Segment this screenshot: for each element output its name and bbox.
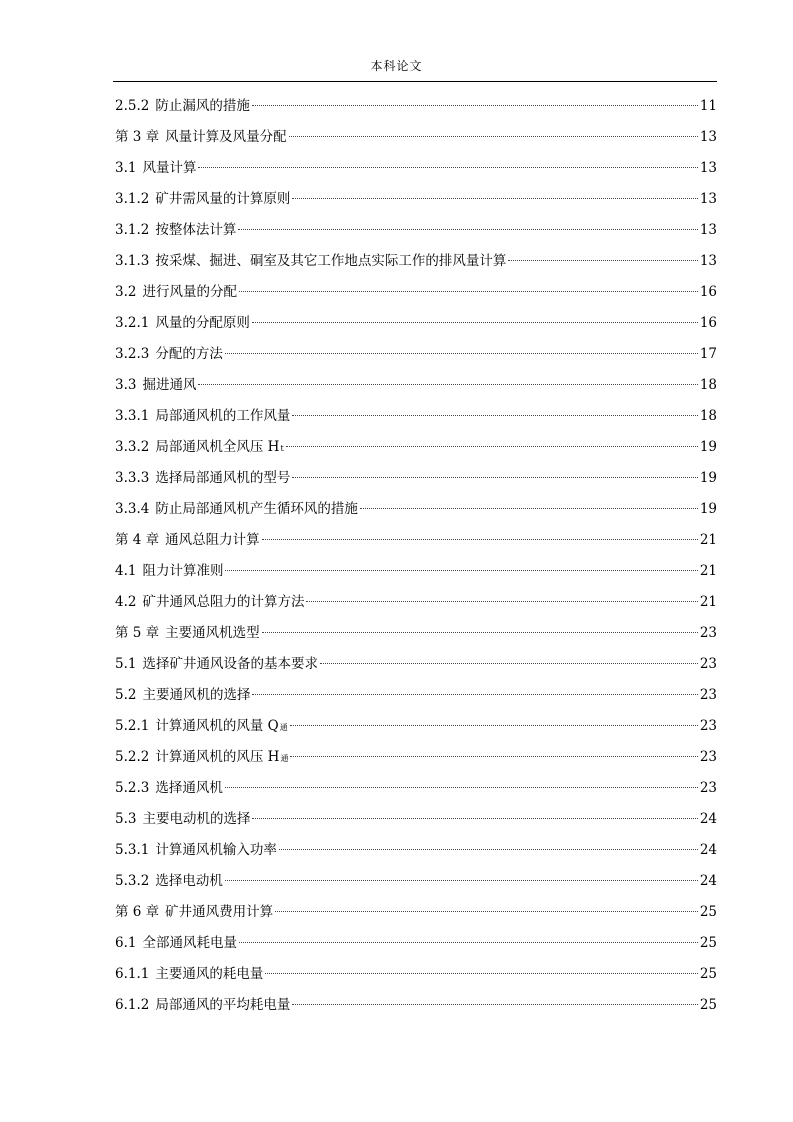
toc-entry-title: 主要通风机的选择 — [142, 687, 251, 703]
toc-dot-leader — [198, 384, 697, 385]
toc-entry-title: 矿井需风量的计算原则 — [155, 191, 291, 207]
toc-dot-leader — [320, 663, 698, 664]
toc-entry-number: 3.2.3 — [115, 346, 150, 362]
table-of-contents — [115, 93, 717, 1023]
toc-entry-page-number: 17 — [699, 346, 717, 362]
toc-entry-page-number: 13 — [699, 222, 717, 238]
toc-entry-page-number: 23 — [699, 656, 717, 672]
toc-dot-leader — [360, 508, 698, 509]
toc-entry[interactable] — [115, 837, 717, 868]
toc-entry-title: 按整体法计算 — [155, 222, 237, 238]
toc-entry[interactable] — [115, 961, 717, 992]
toc-entry-number: 5.3 — [115, 811, 137, 827]
toc-entry-title: 计算通风机的风量 Q — [155, 718, 279, 734]
toc-entry-title: 选择通风机 — [155, 780, 223, 796]
toc-entry-number: 5.2.2 — [115, 749, 150, 765]
toc-dot-leader — [292, 477, 697, 478]
toc-entry-page-number: 24 — [699, 842, 717, 858]
toc-dot-leader — [289, 136, 698, 137]
toc-entry-number: 5.2.3 — [115, 780, 150, 796]
toc-dot-leader — [508, 260, 697, 261]
toc-dot-leader — [290, 756, 697, 757]
toc-entry-title: 风量的分配原则 — [155, 315, 250, 331]
toc-dot-leader — [252, 322, 698, 323]
toc-entry-page-number: 21 — [699, 532, 717, 548]
toc-dot-leader — [265, 973, 697, 974]
toc-entry-title: 全部通风耗电量 — [142, 935, 237, 951]
toc-entry-page-number: 18 — [699, 377, 717, 393]
toc-entry-number: 5.3.2 — [115, 873, 150, 889]
toc-entry[interactable] — [115, 713, 717, 744]
toc-entry-number: 4.2 — [115, 594, 137, 610]
toc-entry[interactable] — [115, 992, 717, 1023]
toc-entry-page-number: 24 — [699, 873, 717, 889]
toc-entry-page-number: 13 — [699, 160, 717, 176]
toc-entry-number: 5.2 — [115, 687, 137, 703]
toc-entry-title: 计算通风机输入功率 — [155, 842, 277, 858]
toc-entry-title: 风量计算及风量分配 — [165, 129, 287, 145]
toc-entry[interactable] — [115, 248, 717, 279]
toc-entry[interactable] — [115, 651, 717, 682]
toc-entry[interactable] — [115, 124, 717, 155]
toc-entry-title: 选择局部通风机的型号 — [155, 470, 291, 486]
toc-entry-page-number: 23 — [699, 687, 717, 703]
toc-entry[interactable] — [115, 403, 717, 434]
toc-entry-number: 2.5.2 — [115, 98, 150, 114]
toc-entry-page-number: 19 — [699, 470, 717, 486]
toc-entry-title: 局部通风的平均耗电量 — [155, 997, 291, 1013]
toc-entry-number: 3.3 — [115, 377, 137, 393]
toc-entry[interactable] — [115, 868, 717, 899]
toc-dot-leader — [306, 601, 697, 602]
toc-entry-page-number: 25 — [699, 904, 717, 920]
toc-entry-subscript: t — [280, 444, 284, 453]
toc-entry-number: 3.1.2 — [115, 222, 150, 238]
toc-dot-leader — [225, 570, 697, 571]
toc-entry-number: 第 4 章 — [115, 532, 160, 548]
toc-entry[interactable] — [115, 806, 717, 837]
toc-entry-number: 3.3.2 — [115, 439, 150, 455]
toc-entry-title: 主要通风机选型 — [165, 625, 260, 641]
toc-entry-title: 分配的方法 — [155, 346, 223, 362]
toc-dot-leader — [275, 911, 698, 912]
toc-dot-leader — [292, 198, 697, 199]
toc-entry-page-number: 24 — [699, 811, 717, 827]
toc-entry-number: 6.1.2 — [115, 997, 150, 1013]
toc-entry-page-number: 16 — [699, 284, 717, 300]
toc-entry-title: 风量计算 — [142, 160, 197, 176]
toc-entry-title: 防止局部通风机产生循环风的措施 — [155, 501, 358, 517]
toc-dot-leader — [198, 167, 697, 168]
toc-entry-title: 阻力计算准则 — [142, 563, 224, 579]
toc-entry-number: 3.1 — [115, 160, 137, 176]
toc-entry-title: 主要通风的耗电量 — [155, 966, 264, 982]
toc-dot-leader — [239, 291, 698, 292]
toc-entry-page-number: 19 — [699, 439, 717, 455]
toc-dot-leader — [225, 787, 698, 788]
toc-entry[interactable] — [115, 341, 717, 372]
toc-entry-number: 3.3.4 — [115, 501, 150, 517]
toc-entry[interactable] — [115, 744, 717, 775]
toc-dot-leader — [279, 849, 698, 850]
toc-dot-leader — [292, 415, 697, 416]
toc-entry-page-number: 21 — [699, 594, 717, 610]
toc-entry[interactable] — [115, 217, 717, 248]
toc-dot-leader — [290, 725, 698, 726]
toc-entry-number: 第 3 章 — [115, 129, 160, 145]
toc-dot-leader — [252, 818, 697, 819]
toc-entry-page-number: 25 — [699, 966, 717, 982]
toc-dot-leader — [252, 694, 697, 695]
toc-entry-number: 3.2.1 — [115, 315, 150, 331]
toc-entry-page-number: 23 — [699, 749, 717, 765]
toc-entry-number: 3.3.3 — [115, 470, 150, 486]
toc-entry[interactable] — [115, 372, 717, 403]
toc-entry-title: 矿井通风费用计算 — [165, 904, 274, 920]
toc-entry-number: 5.2.1 — [115, 718, 150, 734]
toc-entry-page-number: 13 — [699, 191, 717, 207]
toc-entry-title: 计算通风机的风压 H — [155, 749, 280, 765]
toc-entry[interactable] — [115, 155, 717, 186]
toc-entry[interactable] — [115, 434, 717, 465]
toc-entry-title: 矿井通风总阻力的计算方法 — [142, 594, 305, 610]
toc-entry-number: 5.3.1 — [115, 842, 150, 858]
toc-entry-title: 局部通风机的工作风量 — [155, 408, 291, 424]
toc-entry-page-number: 23 — [699, 625, 717, 641]
toc-entry-number: 5.1 — [115, 656, 137, 672]
toc-entry-title: 进行风量的分配 — [142, 284, 237, 300]
toc-dot-leader — [238, 229, 697, 230]
toc-entry[interactable] — [115, 93, 717, 124]
toc-dot-leader — [225, 353, 698, 354]
toc-entry-page-number: 25 — [699, 935, 717, 951]
page-header: 本科论文 — [370, 59, 423, 73]
toc-entry-page-number: 19 — [699, 501, 717, 517]
toc-entry-page-number: 25 — [699, 997, 717, 1013]
toc-entry-page-number: 23 — [699, 780, 717, 796]
toc-entry-title: 选择矿井通风设备的基本要求 — [142, 656, 318, 672]
toc-entry[interactable] — [115, 558, 717, 589]
toc-entry[interactable] — [115, 310, 717, 341]
toc-dot-leader — [225, 880, 698, 881]
toc-entry-number: 6.1 — [115, 935, 137, 951]
toc-entry-number: 3.2 — [115, 284, 137, 300]
toc-entry-page-number: 23 — [699, 718, 717, 734]
toc-dot-leader — [292, 1004, 697, 1005]
toc-dot-leader — [262, 632, 698, 633]
toc-entry-number: 3.3.1 — [115, 408, 150, 424]
toc-entry-number: 第 5 章 — [115, 625, 160, 641]
toc-dot-leader — [286, 446, 698, 447]
toc-entry-number: 第 6 章 — [115, 904, 160, 920]
toc-entry-title: 选择电动机 — [155, 873, 223, 889]
toc-entry[interactable] — [115, 589, 717, 620]
toc-entry-subscript: 通 — [280, 754, 289, 763]
toc-entry[interactable] — [115, 527, 717, 558]
toc-dot-leader — [252, 105, 698, 106]
toc-entry-title: 主要电动机的选择 — [142, 811, 251, 827]
toc-entry[interactable] — [115, 620, 717, 651]
toc-entry[interactable] — [115, 465, 717, 496]
toc-entry[interactable] — [115, 775, 717, 806]
toc-entry-page-number: 11 — [699, 98, 717, 114]
toc-entry-title: 局部通风机全风压 H — [155, 439, 280, 455]
toc-entry-page-number: 21 — [699, 563, 717, 579]
toc-entry-title: 通风总阻力计算 — [165, 532, 260, 548]
toc-entry-title: 按采煤、掘进、硐室及其它工作地点实际工作的排风量计算 — [155, 253, 507, 269]
toc-entry-number: 3.1.3 — [115, 253, 150, 269]
toc-entry[interactable] — [115, 930, 717, 961]
toc-entry[interactable] — [115, 899, 717, 930]
toc-entry-title: 掘进通风 — [142, 377, 197, 393]
toc-entry[interactable] — [115, 186, 717, 217]
toc-entry-number: 4.1 — [115, 563, 137, 579]
toc-entry-subscript: 通 — [279, 723, 288, 732]
toc-entry-title: 防止漏风的措施 — [155, 98, 250, 114]
toc-entry-page-number: 16 — [699, 315, 717, 331]
toc-entry-number: 3.1.2 — [115, 191, 150, 207]
toc-entry-page-number: 13 — [699, 129, 717, 145]
toc-entry[interactable] — [115, 496, 717, 527]
header-rule — [113, 81, 717, 82]
toc-entry-number: 6.1.1 — [115, 966, 150, 982]
toc-dot-leader — [262, 539, 698, 540]
toc-entry-page-number: 13 — [699, 253, 717, 269]
toc-dot-leader — [239, 942, 698, 943]
toc-entry[interactable] — [115, 279, 717, 310]
toc-entry[interactable] — [115, 682, 717, 713]
toc-entry-page-number: 18 — [699, 408, 717, 424]
